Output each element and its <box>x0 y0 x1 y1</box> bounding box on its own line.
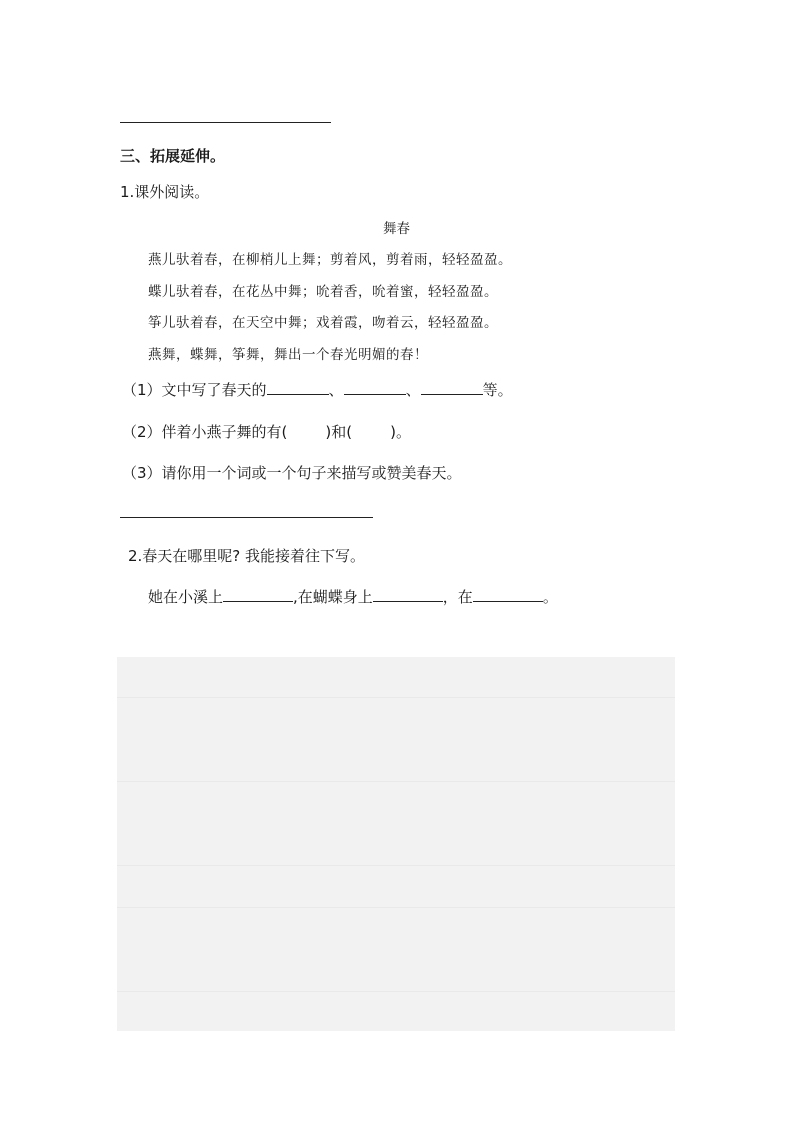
divider <box>117 697 675 698</box>
sub-question-1-suffix: 等。 <box>482 381 513 399</box>
fill-text: ,在蝴蝶身上 <box>293 588 373 606</box>
sub-question-2 <box>122 421 411 442</box>
poem-line: 燕儿驮着春，在柳梢儿上舞；剪着风，剪着雨，轻轻盈盈。 <box>148 252 512 268</box>
sub-question-1 <box>122 379 513 400</box>
question-2-label: 2.春天在哪里呢? 我能接着往下写。 <box>128 547 366 565</box>
answer-blank[interactable] <box>373 587 443 602</box>
answer-blank[interactable] <box>421 380 483 395</box>
poem-title: 舞春 <box>383 221 410 237</box>
poem-line: 蝶儿驮着春，在花丛中舞；吮着香，吮着蜜，轻轻盈盈。 <box>148 284 498 300</box>
answer-blank[interactable] <box>344 380 406 395</box>
poem-line: 燕舞，蝶舞，筝舞，舞出一个春光明媚的春！ <box>148 347 428 363</box>
separator: 、 <box>328 381 344 399</box>
answer-blank[interactable] <box>223 587 293 602</box>
answer-blank[interactable] <box>473 587 543 602</box>
divider <box>117 907 675 908</box>
fill-text: 她在小溪上 <box>148 588 224 606</box>
question-1-label: 1.课外阅读。 <box>120 183 210 201</box>
divider <box>117 865 675 866</box>
question-2-fill-line <box>148 586 558 607</box>
poem-line: 筝儿驮着春，在天空中舞；戏着霞，吻着云，轻轻盈盈。 <box>148 315 498 331</box>
gray-background-panel <box>117 657 675 1031</box>
top-answer-line <box>120 122 331 123</box>
divider <box>117 781 675 782</box>
answer-line[interactable] <box>120 517 373 518</box>
sub-question-2-mid: )和( <box>325 423 353 441</box>
answer-blank[interactable] <box>267 380 329 395</box>
sub-question-2-prefix: （2）伴着小燕子舞的有( <box>122 423 288 441</box>
fill-text: ，在 <box>442 588 473 606</box>
divider <box>117 991 675 992</box>
sub-question-2-suffix: )。 <box>390 423 411 441</box>
sub-question-3: （3）请你用一个词或一个句子来描写或赞美春天。 <box>122 464 462 482</box>
section-title: 三、拓展延伸。 <box>120 147 226 165</box>
sub-question-1-prefix: （1）文中写了春天的 <box>122 381 267 399</box>
fill-text: 。 <box>542 588 558 606</box>
separator: 、 <box>405 381 421 399</box>
